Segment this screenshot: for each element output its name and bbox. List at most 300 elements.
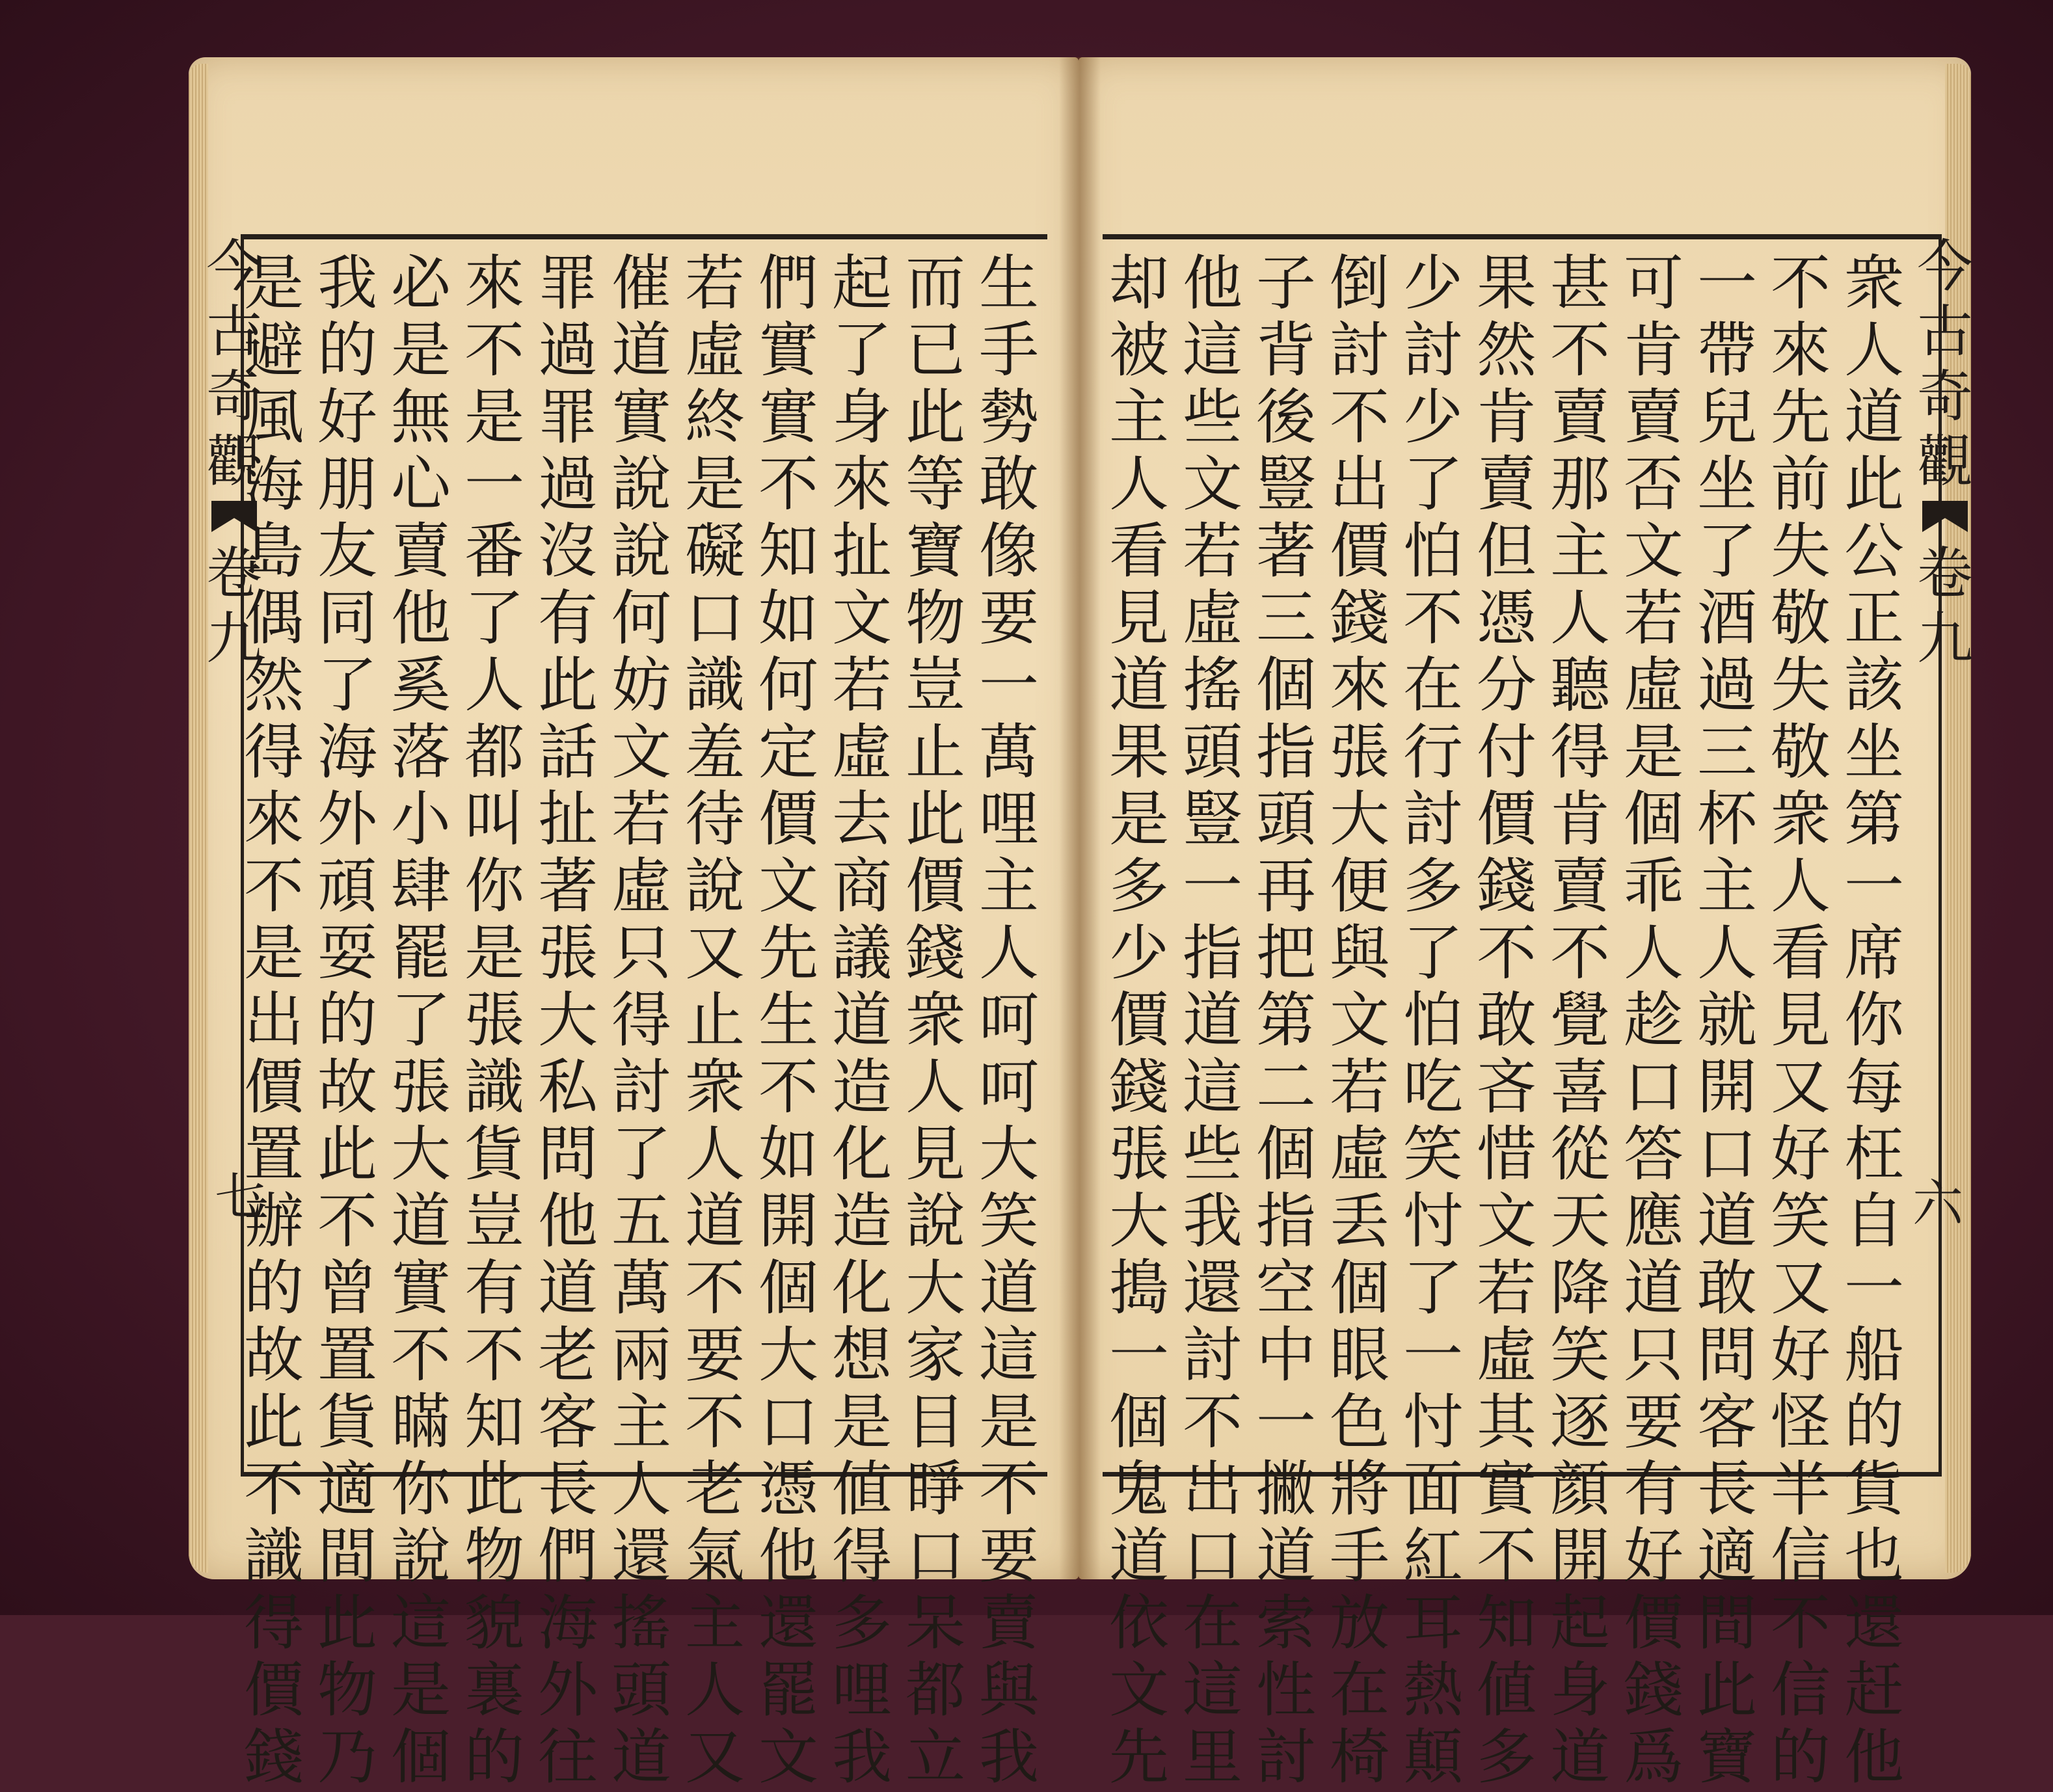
text-char: 化 — [831, 1119, 892, 1189]
text-char: 瞞 — [390, 1387, 451, 1457]
text-char: 老 — [684, 1454, 745, 1524]
text-char: 一 — [1844, 851, 1904, 921]
text-char: 小 — [390, 784, 451, 854]
text-char: 其 — [1476, 1387, 1536, 1457]
text-char: 了 — [317, 650, 377, 720]
text-char: 客 — [1697, 1387, 1757, 1457]
text-column — [1470, 248, 1543, 1792]
text-char: 逐 — [1550, 1387, 1610, 1457]
text-char: 張 — [390, 1052, 451, 1122]
text-char: 聽 — [1550, 650, 1610, 720]
text-char: 還 — [1182, 1253, 1242, 1323]
text-char: 鬼 — [1108, 1454, 1169, 1524]
text-char: 付 — [1476, 717, 1536, 787]
text-char: 笑 — [1550, 1320, 1610, 1390]
text-char: 人 — [464, 650, 524, 720]
text-char: 還 — [611, 1521, 671, 1591]
text-char: 實 — [390, 1253, 451, 1323]
text-char: 失 — [1770, 650, 1831, 720]
text-char: 個 — [1108, 1387, 1169, 1457]
text-char: 過 — [537, 315, 598, 385]
text-char: 個 — [390, 1722, 451, 1792]
text-char: 大 — [1108, 1186, 1169, 1256]
text-column — [1838, 248, 1911, 1792]
text-char: 又 — [684, 918, 745, 988]
text-char: 生 — [758, 985, 818, 1055]
text-char: 文 — [758, 1722, 818, 1792]
text-char: 可 — [1623, 248, 1684, 318]
text-char: 說 — [611, 516, 671, 586]
text-char: 實 — [758, 315, 818, 385]
text-char: 指 — [1255, 1186, 1316, 1256]
text-char: 多 — [831, 1588, 892, 1658]
text-char: 敢 — [1697, 1253, 1757, 1323]
text-char: 里 — [1182, 1722, 1242, 1792]
text-char: 好 — [1770, 1119, 1831, 1189]
text-char: 笑 — [978, 1186, 1039, 1256]
text-char: 被 — [1108, 315, 1169, 385]
text-char: 手 — [1329, 1521, 1389, 1591]
text-char: 顛 — [1402, 1722, 1463, 1792]
text-char: 貌 — [464, 1588, 524, 1658]
text-char: 耍 — [317, 918, 377, 988]
text-char: 此 — [905, 382, 965, 452]
text-char: 人 — [1770, 851, 1831, 921]
text-char: 頭 — [611, 1655, 671, 1725]
text-char: 此 — [537, 650, 598, 720]
text-char: 大 — [390, 1119, 451, 1189]
text-char: 還 — [1844, 1588, 1904, 1658]
text-char: 這 — [1182, 1655, 1242, 1725]
text-char: 討 — [1329, 315, 1389, 385]
text-char: 如 — [758, 583, 818, 653]
text-char: 化 — [831, 1253, 892, 1323]
text-char: 商 — [831, 851, 892, 921]
text-char: 討 — [1182, 1320, 1242, 1390]
text-char: 要 — [1623, 1387, 1684, 1457]
text-char: 笑 — [1770, 1186, 1831, 1256]
text-char: 杯 — [1697, 784, 1757, 854]
text-char: 貨 — [317, 1387, 377, 1457]
text-char: 不 — [1182, 1387, 1242, 1457]
text-char: 見 — [1108, 583, 1169, 653]
text-char: 賣 — [978, 1588, 1039, 1658]
text-char: 的 — [317, 985, 377, 1055]
text-char: 開 — [1697, 1052, 1757, 1122]
text-char: 少 — [1402, 382, 1463, 452]
text-char: 氣 — [684, 1521, 745, 1591]
text-char: 道 — [1108, 1521, 1169, 1591]
text-char: 此 — [905, 784, 965, 854]
right-banxin — [1906, 234, 1984, 1477]
text-char: 你 — [1844, 985, 1904, 1055]
text-column — [899, 248, 972, 1792]
text-char: 道 — [611, 1722, 671, 1792]
text-char: 搗 — [1108, 1253, 1169, 1323]
text-char: 道 — [684, 1186, 745, 1256]
text-char: 想 — [831, 1320, 892, 1390]
text-char: 紅 — [1402, 1521, 1463, 1591]
text-char: 兩 — [611, 1320, 671, 1390]
text-char: 果 — [1108, 717, 1169, 787]
fishtail-mark — [1922, 501, 1968, 532]
text-char: 一 — [1844, 1253, 1904, 1323]
text-char: 値 — [831, 1454, 892, 1524]
text-char: 寶 — [905, 516, 965, 586]
banxin-title-char: 古 — [1917, 299, 1973, 364]
text-char: 五 — [611, 1186, 671, 1256]
text-char: 何 — [611, 583, 671, 653]
banxin-title-char: 古 — [206, 299, 262, 364]
text-char: 個 — [1255, 650, 1316, 720]
text-char: 爲 — [1623, 1722, 1684, 1792]
text-char: 虛 — [1623, 650, 1684, 720]
text-char: 是 — [243, 248, 304, 318]
text-char: 忖 — [1402, 1186, 1463, 1256]
text-char: 家 — [905, 1320, 965, 1390]
text-char: 道 — [1108, 650, 1169, 720]
banxin-volume-char: 卷 — [206, 541, 262, 606]
text-char: 得 — [1550, 717, 1610, 787]
text-char: 你 — [390, 1454, 451, 1524]
text-char: 手 — [978, 315, 1039, 385]
text-char: 了 — [831, 315, 892, 385]
text-char: 天 — [1550, 1186, 1610, 1256]
text-char: 是 — [831, 1387, 892, 1457]
text-char: 丢 — [1329, 1186, 1389, 1256]
text-char: 答 — [1623, 1119, 1684, 1189]
text-char: 道 — [1697, 1186, 1757, 1256]
text-char: 出 — [243, 985, 304, 1055]
text-char: 個 — [1623, 784, 1684, 854]
text-char: 海 — [537, 1588, 598, 1658]
text-char: 往 — [537, 1722, 598, 1792]
text-column — [458, 248, 531, 1792]
text-char: 不 — [390, 1320, 451, 1390]
text-char: 避 — [243, 315, 304, 385]
text-char: 止 — [684, 985, 745, 1055]
text-char: 物 — [317, 1655, 377, 1725]
text-char: 些 — [1182, 382, 1242, 452]
text-char: 酒 — [1697, 583, 1757, 653]
text-char: 却 — [1108, 248, 1169, 318]
text-char: 少 — [1402, 248, 1463, 318]
text-char: 色 — [1329, 1387, 1389, 1457]
text-char: 降 — [1550, 1253, 1610, 1323]
text-char: 開 — [758, 1186, 818, 1256]
text-char: 將 — [1329, 1454, 1389, 1524]
text-char: 錢 — [1623, 1655, 1684, 1725]
text-char: 不 — [1550, 315, 1610, 385]
text-char: 此 — [317, 1119, 377, 1189]
text-char: 我 — [978, 1722, 1039, 1792]
text-char: 看 — [1108, 516, 1169, 586]
text-char: 道 — [831, 985, 892, 1055]
text-char: 主 — [1697, 851, 1757, 921]
text-char: 置 — [243, 1119, 304, 1189]
text-char: 人 — [1550, 583, 1610, 653]
text-char: 人 — [905, 1052, 965, 1122]
text-char: 就 — [1697, 985, 1757, 1055]
text-char: 不 — [1476, 918, 1536, 988]
text-char: 要 — [978, 583, 1039, 653]
text-char: 若 — [611, 784, 671, 854]
text-char: 然 — [243, 650, 304, 720]
text-char: 要 — [684, 1320, 745, 1390]
text-char: 辦 — [243, 1186, 304, 1256]
text-char: 了 — [464, 583, 524, 653]
text-char: 曾 — [317, 1253, 377, 1323]
text-char: 若 — [1476, 1253, 1536, 1323]
text-char: 個 — [1255, 1119, 1316, 1189]
text-char: 知 — [1476, 1588, 1536, 1658]
text-char: 憑 — [758, 1454, 818, 1524]
text-char: 說 — [684, 851, 745, 921]
text-char: 老 — [537, 1320, 598, 1390]
text-char: 過 — [1697, 650, 1757, 720]
open-book — [189, 57, 1973, 1792]
text-char: 笑 — [1402, 1119, 1463, 1189]
text-char: 錢 — [1108, 1052, 1169, 1122]
text-char: 虛 — [1182, 583, 1242, 653]
text-char: 如 — [758, 1119, 818, 1189]
text-char: 價 — [243, 1052, 304, 1122]
text-char: 終 — [684, 382, 745, 452]
text-char: 說 — [905, 1186, 965, 1256]
text-char: 口 — [1697, 1119, 1757, 1189]
text-char: 說 — [611, 449, 671, 519]
text-char: 先 — [758, 918, 818, 988]
text-char: 立 — [905, 1722, 965, 1792]
text-char: 我 — [831, 1722, 892, 1792]
text-char: 否 — [1623, 449, 1684, 519]
text-char: 多 — [1402, 851, 1463, 921]
text-char: 賣 — [1476, 449, 1536, 519]
banxin-title-char: 觀 — [206, 429, 262, 494]
text-char: 指 — [1182, 918, 1242, 988]
text-char: 此 — [1697, 1655, 1757, 1725]
text-char: 問 — [1697, 1320, 1757, 1390]
text-char: 這 — [1182, 1052, 1242, 1122]
text-char: 空 — [1255, 1253, 1316, 1323]
text-char: 趁 — [1623, 985, 1684, 1055]
text-char: 把 — [1255, 918, 1316, 988]
text-char: 主 — [1108, 382, 1169, 452]
text-char: 正 — [1844, 583, 1904, 653]
text-char: 從 — [1550, 1119, 1610, 1189]
text-char: 搖 — [1182, 650, 1242, 720]
text-char: 熱 — [1402, 1655, 1463, 1725]
text-char: 來 — [1770, 315, 1831, 385]
text-char: 人 — [1844, 315, 1904, 385]
text-char: 自 — [1844, 1186, 1904, 1256]
text-char: 不 — [684, 1253, 745, 1323]
text-char: 實 — [611, 382, 671, 452]
text-char: 怕 — [1402, 516, 1463, 586]
text-char: 價 — [758, 784, 818, 854]
text-char: 來 — [464, 248, 524, 318]
text-char: 道 — [1255, 1521, 1316, 1591]
text-char: 物 — [464, 1521, 524, 1591]
text-char: 不 — [243, 1454, 304, 1524]
text-char: 帶 — [1697, 315, 1757, 385]
text-char: 公 — [1844, 516, 1904, 586]
text-char: 的 — [317, 315, 377, 385]
text-char: 生 — [978, 248, 1039, 318]
text-char: 必 — [390, 248, 451, 318]
text-char: 來 — [1329, 650, 1389, 720]
text-char: 貨 — [464, 1119, 524, 1189]
text-char: 偶 — [243, 583, 304, 653]
text-char: 信 — [1770, 1655, 1831, 1725]
text-char: 主 — [1550, 516, 1610, 586]
text-char: 還 — [758, 1588, 818, 1658]
text-char: 大 — [758, 1320, 818, 1390]
text-char: 罪 — [537, 382, 598, 452]
text-char: 前 — [1770, 449, 1831, 519]
text-column — [237, 248, 310, 1792]
text-column — [605, 248, 678, 1792]
text-char: 人 — [1108, 449, 1169, 519]
text-char: 不 — [1550, 918, 1610, 988]
text-char: 來 — [831, 449, 892, 519]
text-char: 番 — [464, 516, 524, 586]
text-char: 放 — [1329, 1588, 1389, 1658]
text-char: 只 — [611, 918, 671, 988]
text-char: 在 — [1402, 650, 1463, 720]
text-char: 的 — [1844, 1387, 1904, 1457]
text-char: 見 — [1770, 985, 1831, 1055]
text-char: 敬 — [1770, 583, 1831, 653]
banxin-volume-char: 卷 — [1917, 541, 1973, 606]
text-char: 了 — [1697, 516, 1757, 586]
text-char: 呵 — [978, 1052, 1039, 1122]
text-char: 此 — [464, 1454, 524, 1524]
text-char: 罷 — [758, 1655, 818, 1725]
text-char: 張 — [537, 918, 598, 988]
text-char: 礙 — [684, 516, 745, 586]
text-char: 得 — [243, 1588, 304, 1658]
text-char: 著 — [537, 851, 598, 921]
text-char: 故 — [317, 1052, 377, 1122]
text-char: 適 — [1697, 1521, 1757, 1591]
text-char: 張 — [464, 985, 524, 1055]
text-char: 他 — [537, 1186, 598, 1256]
text-char: 你 — [464, 851, 524, 921]
text-char: 價 — [1329, 516, 1389, 586]
text-char: 識 — [684, 650, 745, 720]
text-char: 張 — [1108, 1119, 1169, 1189]
text-char: 問 — [537, 1119, 598, 1189]
text-char: 人 — [978, 918, 1039, 988]
text-char: 起 — [1550, 1588, 1610, 1658]
text-char: 定 — [758, 717, 818, 787]
text-char: 張 — [1329, 717, 1389, 787]
text-char: 人 — [684, 1655, 745, 1725]
text-char: 都 — [464, 717, 524, 787]
text-char: 扯 — [537, 784, 598, 854]
text-char: 分 — [1476, 650, 1536, 720]
text-char: 身 — [1550, 1655, 1610, 1725]
text-char: 有 — [1623, 1454, 1684, 1524]
text-char: 文 — [758, 851, 818, 921]
text-char: 子 — [1255, 248, 1316, 318]
text-char: 一 — [978, 650, 1039, 720]
text-char: 錢 — [905, 918, 965, 988]
text-char: 指 — [1255, 717, 1316, 787]
text-char: 這 — [978, 1320, 1039, 1390]
text-char: 索 — [1255, 1588, 1316, 1658]
text-char: 不 — [1476, 1521, 1536, 1591]
text-char: 要 — [978, 1521, 1039, 1591]
text-char: 船 — [1844, 1320, 1904, 1390]
folio-number: 六 — [1912, 1175, 1964, 1233]
text-char: 敢 — [978, 449, 1039, 519]
text-char: 席 — [1844, 918, 1904, 988]
text-char: 不 — [758, 449, 818, 519]
text-char: 賣 — [1550, 382, 1610, 452]
text-char: 虛 — [831, 717, 892, 787]
text-char: 三 — [1697, 717, 1757, 787]
text-column — [384, 248, 457, 1792]
text-char: 肯 — [1623, 315, 1684, 385]
text-char: 文 — [1329, 985, 1389, 1055]
text-char: 若 — [1623, 583, 1684, 653]
text-char: 私 — [537, 1052, 598, 1122]
text-char: 衆 — [905, 985, 965, 1055]
text-char: 一 — [464, 449, 524, 519]
text-char: 怕 — [1402, 985, 1463, 1055]
text-char: 價 — [1476, 784, 1536, 854]
text-char: 一 — [1108, 1320, 1169, 1390]
text-char: 先 — [1108, 1722, 1169, 1792]
text-char: 與 — [978, 1655, 1039, 1725]
text-char: 我 — [317, 248, 377, 318]
text-char: 睜 — [905, 1454, 965, 1524]
text-char: 二 — [1255, 1052, 1316, 1122]
text-char: 奚 — [390, 650, 451, 720]
text-char: 開 — [1550, 1521, 1610, 1591]
banxin-title-char: 觀 — [1917, 429, 1973, 494]
text-char: 不 — [684, 1387, 745, 1457]
text-char: 著 — [1255, 516, 1316, 586]
text-char: 喜 — [1550, 1052, 1610, 1122]
banxin-volume-char: 九 — [206, 606, 262, 671]
text-char: 不 — [243, 851, 304, 921]
text-char: 他 — [1182, 248, 1242, 318]
text-char: 此 — [243, 1387, 304, 1457]
text-char: 坐 — [1697, 449, 1757, 519]
text-char: 等 — [905, 449, 965, 519]
text-char: 目 — [905, 1387, 965, 1457]
text-char: 像 — [978, 516, 1039, 586]
text-char: 好 — [317, 382, 377, 452]
text-char: 口 — [684, 583, 745, 653]
text-char: 討 — [1402, 784, 1463, 854]
text-char: 人 — [1697, 918, 1757, 988]
text-char: 虛 — [611, 851, 671, 921]
text-column — [531, 248, 604, 1792]
text-char: 起 — [831, 248, 892, 318]
text-char: 果 — [1476, 248, 1536, 318]
text-char: 道 — [1623, 1253, 1684, 1323]
text-char: 物 — [905, 583, 965, 653]
text-char: 個 — [758, 1253, 818, 1323]
text-char: 大 — [1329, 784, 1389, 854]
text-char: 敢 — [1476, 985, 1536, 1055]
text-char: 豈 — [905, 650, 965, 720]
text-char: 不 — [1770, 1588, 1831, 1658]
